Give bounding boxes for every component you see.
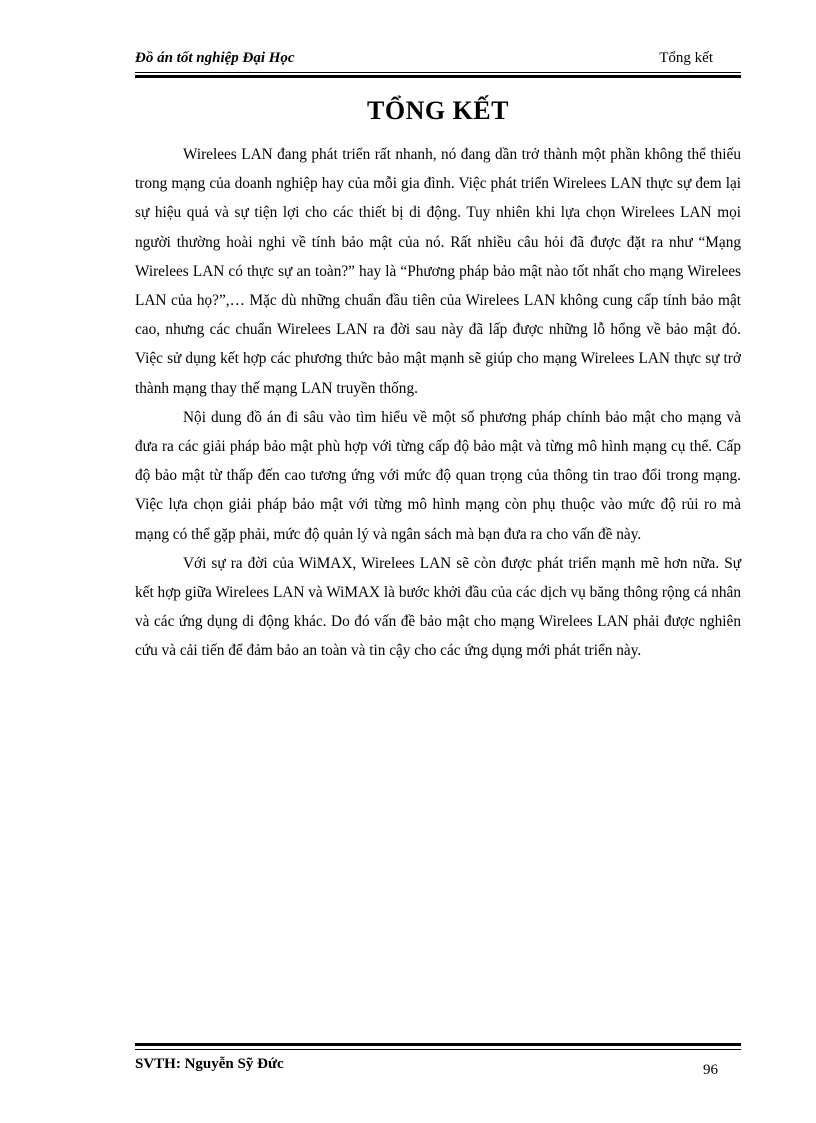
page-header: [135, 50, 741, 72]
footer-rule-thin: [135, 1049, 741, 1050]
paragraph-2: Nội dung đồ án đi sâu vào tìm hiểu về một số phương pháp chính bảo mật cho mạng và đưa ra các giải pháp bảo mật phù hợp với từng cấp độ bảo mật và từng mô hình mạng cụ thể. Cấp độ bảo mật từ thấp đến cao tương ứng với mức độ quan trọng của thông tin trao đổi trong mạng. Việc lựa chọn giải pháp bảo mật với từng mô hình mạng còn phụ thuộc vào mức độ rủi ro mà mạng có thể gặp phải, mức độ quản lý và ngân sách mà bạn đưa ra cho vấn đề này.: [135, 408, 741, 543]
paragraph-3: Với sự ra đời của WiMAX, Wirelees LAN sẽ còn được phát triển mạnh mẽ hơn nữa. Sự kết hợp giữa Wirelees LAN và WiMAX là bước khởi đầu của các dịch vụ băng thông rộng cá nhân và các ứng dụng di động khác. Do đó vấn đề bảo mật cho mạng Wirelees LAN phải được nghiên cứu và cải tiến để đảm bảo an toàn và tin cậy cho các ứng dụng mới phát triển này.: [135, 554, 741, 660]
footer-rule-thick: [135, 1043, 741, 1046]
header-rule-thick: [135, 75, 741, 78]
header-rule-thin: [135, 72, 741, 73]
paragraph-1: Wirelees LAN đang phát triển rất nhanh, nó đang dần trở thành một phần không thể thiếu trong mạng của doanh nghiệp hay của mỗi gia đình. Việc phát triển Wirelees LAN thực sự đem lại sự hiệu quả và sự tiện lợi cho các thiết bị di động. Tuy nhiên khi lựa chọn Wirelees LAN mọi người thường hoài nghi về tính bảo mật của nó. Rất nhiều câu hỏi đã được đặt ra như “Mạng Wirelees LAN có thực sự an toàn?” hay là “Phương pháp bảo mật nào tốt nhất cho mạng Wirelees LAN của họ?”,… Mặc dù những chuẩn đầu tiên của Wirelees LAN không cung cấp tính bảo mật cao, nhưng các chuẩn Wirelees LAN ra đời sau này đã lấp được những lỗ hổng về bảo mật đó. Việc sử dụng kết hợp các phương thức bảo mật mạnh sẽ giúp cho mạng Wirelees LAN thực sự trở thành mạng thay thế mạng LAN truyền thống.: [135, 146, 741, 397]
header-section-name: Tổng kết: [659, 50, 713, 66]
header-thesis-title: Đồ án tốt nghiệp Đại Học: [135, 50, 295, 66]
page-number: 96: [703, 1062, 718, 1078]
body-text: [135, 140, 741, 666]
footer-author: SVTH: Nguyễn Sỹ Đức: [135, 1056, 284, 1072]
page-title: TỔNG KẾT: [367, 96, 509, 125]
